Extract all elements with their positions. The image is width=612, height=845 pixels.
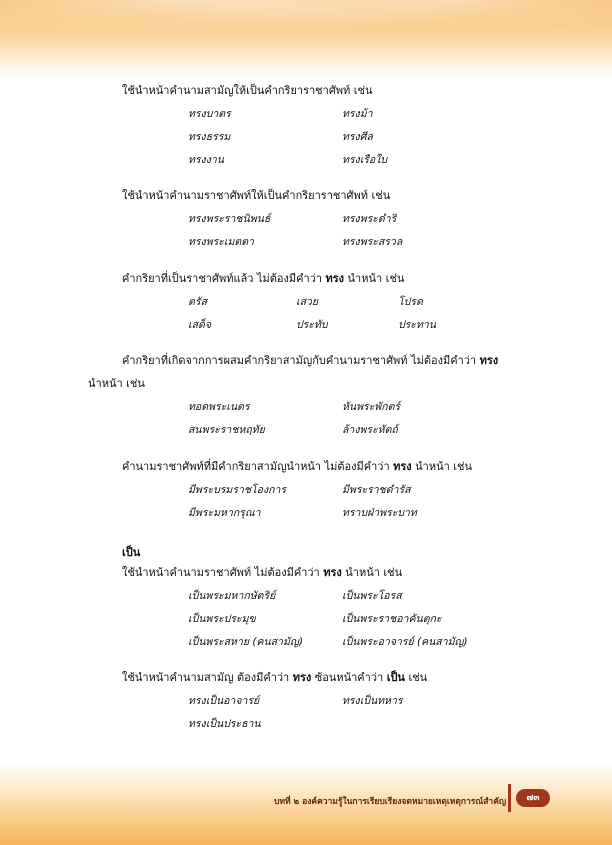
section-3-intro: คำกริยาที่เป็นราชาศัพท์แล้ว ไม่ต้องมีคำว่า ทรง นำหน้า เช่น [122,272,405,285]
section-7-intro: ใช้นำหน้าคำนามสามัญ ต้องมีคำว่า ทรง ซ้อนหน้าคำว่า เป็น เช่น [122,671,428,684]
keyword-bold: ทรง [325,272,345,285]
example-word: เป็นพระมหากษัตริย์ [188,590,276,602]
example-word: ทรงม้า [342,108,373,120]
example-word: ทรงงาน [188,154,224,166]
keyword-bold: เป็น [386,671,405,684]
example-word: ทรงเป็นอาจารย์ [188,695,260,707]
example-word: มีพระมหากรุณา [188,507,261,519]
section-2-intro: ใช้นำหน้าคำนามราชาศัพท์ให้เป็นคำกริยาราชาศัพท์ เช่น [122,189,391,202]
example-word: ทรงเป็นทหาร [342,695,403,707]
footer-divider [508,784,511,812]
keyword-bold: ทรง [292,671,312,684]
example-word: ประทับ [296,319,328,331]
chapter-title: บทที่ ๒ องค์ความรู้ในการเรียบเรียงจดหมายเหตุเหตุการณ์สำคัญ [274,797,507,807]
example-word: ทรงธรรม [188,131,231,143]
example-word: ทราบฝ่าพระบาท [342,507,417,519]
page-number: ๗๓ [516,789,550,807]
example-word: เสวย [296,296,319,308]
keyword-bold: ทรง [393,460,412,473]
example-word: เป็นพระประมุข [188,613,256,625]
example-word: ทรงพระราชนิพนธ์ [188,213,271,225]
example-word: ตรัส [188,296,207,308]
example-word: ล้างพระหัตถ์ [342,424,398,436]
example-word: สนพระราชหฤทัย [188,424,265,436]
section-4-intro: คำกริยาที่เกิดจากการผสมคำกริยาสามัญกับคำนามราชาศัพท์ ไม่ต้องมีคำว่า ทรง [122,354,499,367]
section-1-intro: ใช้นำหน้าคำนามสามัญให้เป็นคำกริยาราชาศัพท์ เช่น [122,84,373,97]
example-word: เสด็จ [188,319,211,331]
example-word: ทรงเรือใบ [342,154,388,166]
section-5-intro: คำนามราชาศัพท์ที่มีคำกริยาสามัญนำหน้า ไม่ต้องมีคำว่า ทรง นำหน้า เช่น [122,460,473,473]
example-word: ทอดพระเนตร [188,401,250,413]
example-word: เป็นพระอาจารย์ (คนสามัญ) [342,636,468,648]
example-word: หันพระพักตร์ [342,401,401,413]
example-word: เป็นพระสหาย (คนสามัญ) [188,636,303,648]
section-6-intro: ใช้นำหน้าคำนามราชาศัพท์ ไม่ต้องมีคำว่า ทรง นำหน้า เช่น [122,566,403,579]
example-word: ทรงเป็นประธาน [188,718,261,730]
section-4-intro-continued: นำหน้า เช่น [88,377,145,390]
keyword-bold: ทรง [323,566,342,579]
example-word: ทรงพระดำริ [342,213,397,225]
example-word: ทรงพระสรวล [342,236,403,248]
example-word: ทรงพระเมตตา [188,236,254,248]
example-word: ทรงบาตร [188,108,231,120]
section-heading: เป็น [122,546,141,559]
example-word: เป็นพระราชอาคันตุกะ [342,613,442,625]
example-word: ทรงศีล [342,131,373,143]
example-word: เป็นพระโอรส [342,590,402,602]
example-word: มีพระบรมราชโองการ [188,484,286,496]
example-word: ประทาน [398,319,436,331]
example-word: โปรด [398,296,423,308]
keyword-bold: ทรง [479,354,499,367]
example-word: มีพระราชดำรัส [342,484,411,496]
header-decoration [0,0,612,78]
